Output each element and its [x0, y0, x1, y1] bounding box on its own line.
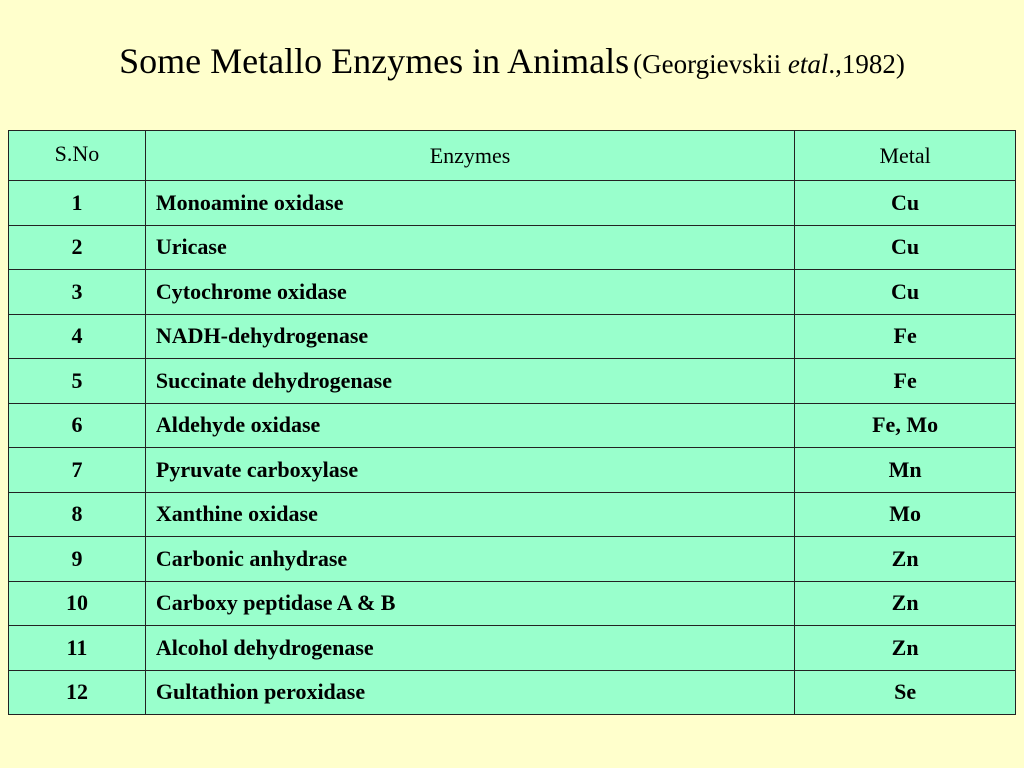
cell-enzyme: Pyruvate carboxylase [145, 448, 794, 493]
cell-metal: Se [795, 670, 1016, 715]
table-row [9, 403, 1016, 448]
slide-title [0, 40, 1024, 82]
cell-enzyme: NADH-dehydrogenase [145, 314, 794, 359]
cell-metal: Zn [795, 626, 1016, 671]
cell-sno: 2 [9, 225, 146, 270]
cell-metal: Cu [795, 270, 1016, 315]
cell-enzyme: Xanthine oxidase [145, 492, 794, 537]
table-row [9, 359, 1016, 404]
cell-enzyme: Uricase [145, 225, 794, 270]
cell-sno: 5 [9, 359, 146, 404]
cell-enzyme: Succinate dehydrogenase [145, 359, 794, 404]
table-row [9, 492, 1016, 537]
cell-metal: Zn [795, 537, 1016, 582]
citation-year: .,1982) [828, 49, 905, 79]
cell-sno: 9 [9, 537, 146, 582]
citation-etal: etal [787, 49, 829, 79]
header-sno: S.No [9, 131, 146, 181]
table-row [9, 670, 1016, 715]
cell-sno: 10 [9, 581, 146, 626]
cell-enzyme: Gultathion peroxidase [145, 670, 794, 715]
cell-enzyme: Cytochrome oxidase [145, 270, 794, 315]
citation-author: (Georgievskii [633, 49, 788, 79]
cell-metal: Cu [795, 225, 1016, 270]
title-main: Some Metallo Enzymes in Animals [119, 41, 630, 81]
cell-metal: Fe [795, 359, 1016, 404]
cell-enzyme: Alcohol dehydrogenase [145, 626, 794, 671]
cell-sno: 3 [9, 270, 146, 315]
table-header-row [9, 131, 1016, 181]
cell-metal: Cu [795, 181, 1016, 226]
cell-sno: 1 [9, 181, 146, 226]
cell-enzyme: Monoamine oxidase [145, 181, 794, 226]
table-row [9, 626, 1016, 671]
table-row [9, 314, 1016, 359]
cell-sno: 4 [9, 314, 146, 359]
header-metal: Metal [795, 131, 1016, 181]
header-enzymes: Enzymes [145, 131, 794, 181]
table-row [9, 537, 1016, 582]
cell-metal: Fe [795, 314, 1016, 359]
cell-metal: Fe, Mo [795, 403, 1016, 448]
cell-metal: Mo [795, 492, 1016, 537]
cell-metal: Mn [795, 448, 1016, 493]
table-row [9, 448, 1016, 493]
table-body [9, 181, 1016, 715]
table-row [9, 225, 1016, 270]
table-row [9, 181, 1016, 226]
table-row [9, 581, 1016, 626]
cell-sno: 7 [9, 448, 146, 493]
enzyme-table [8, 130, 1016, 715]
cell-sno: 8 [9, 492, 146, 537]
table-row [9, 270, 1016, 315]
title-citation [633, 49, 905, 79]
cell-enzyme: Aldehyde oxidase [145, 403, 794, 448]
cell-sno: 6 [9, 403, 146, 448]
cell-sno: 12 [9, 670, 146, 715]
cell-sno: 11 [9, 626, 146, 671]
cell-metal: Zn [795, 581, 1016, 626]
cell-enzyme: Carboxy peptidase A & B [145, 581, 794, 626]
cell-enzyme: Carbonic anhydrase [145, 537, 794, 582]
